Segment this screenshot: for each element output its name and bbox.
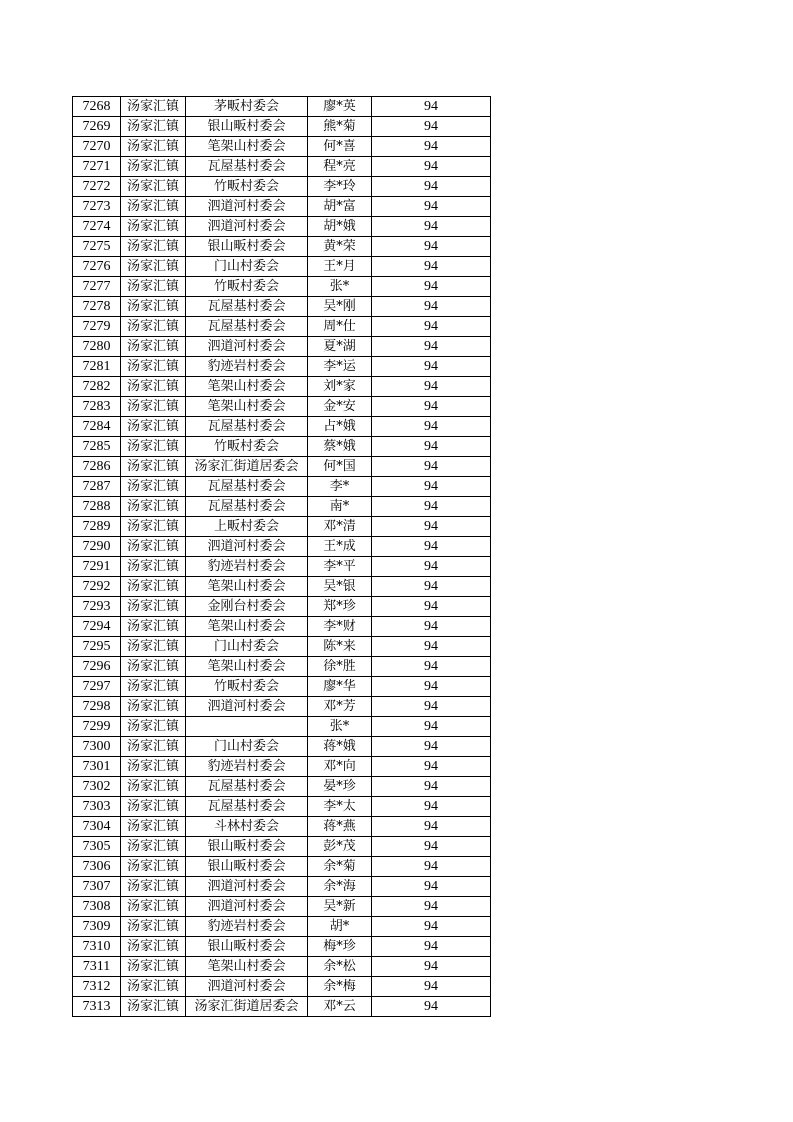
score-cell: 94 (372, 677, 491, 697)
row-number-cell: 7303 (73, 797, 121, 817)
row-number-cell: 7269 (73, 117, 121, 137)
person-name-cell: 蔡*娥 (308, 437, 372, 457)
row-number-cell: 7271 (73, 157, 121, 177)
person-name-cell: 王*成 (308, 537, 372, 557)
row-number-cell: 7309 (73, 917, 121, 937)
row-number-cell: 7277 (73, 277, 121, 297)
person-name-cell: 王*月 (308, 257, 372, 277)
table-row (73, 457, 491, 477)
town-cell: 汤家汇镇 (121, 857, 186, 877)
data-table (72, 96, 491, 1017)
row-number-cell: 7300 (73, 737, 121, 757)
table-row (73, 797, 491, 817)
score-cell: 94 (372, 977, 491, 997)
table-row (73, 337, 491, 357)
score-cell: 94 (372, 957, 491, 977)
town-cell: 汤家汇镇 (121, 277, 186, 297)
town-cell: 汤家汇镇 (121, 777, 186, 797)
town-cell: 汤家汇镇 (121, 877, 186, 897)
village-cell: 瓦屋基村委会 (186, 797, 308, 817)
village-cell: 泗道河村委会 (186, 897, 308, 917)
table-row (73, 877, 491, 897)
row-number-cell: 7281 (73, 357, 121, 377)
village-cell: 汤家汇街道居委会 (186, 457, 308, 477)
score-cell: 94 (372, 637, 491, 657)
person-name-cell: 熊*菊 (308, 117, 372, 137)
village-cell: 瓦屋基村委会 (186, 297, 308, 317)
village-cell: 银山畈村委会 (186, 857, 308, 877)
village-cell: 豹迹岩村委会 (186, 757, 308, 777)
village-cell: 瓦屋基村委会 (186, 777, 308, 797)
score-cell: 94 (372, 317, 491, 337)
village-cell: 竹畈村委会 (186, 677, 308, 697)
town-cell: 汤家汇镇 (121, 397, 186, 417)
village-cell (186, 717, 308, 737)
score-cell: 94 (372, 657, 491, 677)
town-cell: 汤家汇镇 (121, 577, 186, 597)
town-cell: 汤家汇镇 (121, 817, 186, 837)
row-number-cell: 7274 (73, 217, 121, 237)
person-name-cell: 余*菊 (308, 857, 372, 877)
table-row (73, 817, 491, 837)
table-row (73, 697, 491, 717)
row-number-cell: 7290 (73, 537, 121, 557)
table-row (73, 477, 491, 497)
table-row (73, 617, 491, 637)
village-cell: 豹迹岩村委会 (186, 557, 308, 577)
row-number-cell: 7280 (73, 337, 121, 357)
score-cell: 94 (372, 377, 491, 397)
row-number-cell: 7279 (73, 317, 121, 337)
score-cell: 94 (372, 617, 491, 637)
person-name-cell: 廖*华 (308, 677, 372, 697)
person-name-cell: 张* (308, 277, 372, 297)
row-number-cell: 7283 (73, 397, 121, 417)
table-row (73, 497, 491, 517)
row-number-cell: 7297 (73, 677, 121, 697)
town-cell: 汤家汇镇 (121, 957, 186, 977)
table-row (73, 757, 491, 777)
village-cell: 竹畈村委会 (186, 177, 308, 197)
table-body (73, 97, 491, 1017)
table-row (73, 117, 491, 137)
score-cell: 94 (372, 437, 491, 457)
village-cell: 笔架山村委会 (186, 957, 308, 977)
row-number-cell: 7276 (73, 257, 121, 277)
table-row (73, 557, 491, 577)
town-cell: 汤家汇镇 (121, 797, 186, 817)
town-cell: 汤家汇镇 (121, 437, 186, 457)
town-cell: 汤家汇镇 (121, 257, 186, 277)
town-cell: 汤家汇镇 (121, 737, 186, 757)
table-row (73, 217, 491, 237)
row-number-cell: 7275 (73, 237, 121, 257)
village-cell: 门山村委会 (186, 737, 308, 757)
person-name-cell: 占*娥 (308, 417, 372, 437)
row-number-cell: 7312 (73, 977, 121, 997)
score-cell: 94 (372, 177, 491, 197)
town-cell: 汤家汇镇 (121, 137, 186, 157)
score-cell: 94 (372, 817, 491, 837)
village-cell: 泗道河村委会 (186, 697, 308, 717)
person-name-cell: 廖*英 (308, 97, 372, 117)
person-name-cell: 梅*珍 (308, 937, 372, 957)
village-cell: 竹畈村委会 (186, 277, 308, 297)
person-name-cell: 胡* (308, 917, 372, 937)
table-row (73, 597, 491, 617)
person-name-cell: 张* (308, 717, 372, 737)
person-name-cell: 李* (308, 477, 372, 497)
score-cell: 94 (372, 697, 491, 717)
table-row (73, 97, 491, 117)
table-row (73, 357, 491, 377)
town-cell: 汤家汇镇 (121, 517, 186, 537)
table-row (73, 397, 491, 417)
score-cell: 94 (372, 757, 491, 777)
person-name-cell: 何*国 (308, 457, 372, 477)
row-number-cell: 7310 (73, 937, 121, 957)
table-row (73, 937, 491, 957)
person-name-cell: 余*海 (308, 877, 372, 897)
row-number-cell: 7308 (73, 897, 121, 917)
table-row (73, 417, 491, 437)
town-cell: 汤家汇镇 (121, 657, 186, 677)
town-cell: 汤家汇镇 (121, 97, 186, 117)
village-cell: 金刚台村委会 (186, 597, 308, 617)
table-row (73, 777, 491, 797)
score-cell: 94 (372, 117, 491, 137)
town-cell: 汤家汇镇 (121, 717, 186, 737)
score-cell: 94 (372, 337, 491, 357)
person-name-cell: 李*平 (308, 557, 372, 577)
table-row (73, 437, 491, 457)
person-name-cell: 邓*芳 (308, 697, 372, 717)
town-cell: 汤家汇镇 (121, 197, 186, 217)
table-row (73, 137, 491, 157)
row-number-cell: 7302 (73, 777, 121, 797)
town-cell: 汤家汇镇 (121, 297, 186, 317)
table-row (73, 997, 491, 1017)
row-number-cell: 7307 (73, 877, 121, 897)
village-cell: 笔架山村委会 (186, 657, 308, 677)
row-number-cell: 7295 (73, 637, 121, 657)
row-number-cell: 7296 (73, 657, 121, 677)
town-cell: 汤家汇镇 (121, 317, 186, 337)
table-row (73, 637, 491, 657)
row-number-cell: 7311 (73, 957, 121, 977)
village-cell: 泗道河村委会 (186, 537, 308, 557)
row-number-cell: 7291 (73, 557, 121, 577)
village-cell: 笔架山村委会 (186, 137, 308, 157)
village-cell: 豹迹岩村委会 (186, 917, 308, 937)
village-cell: 汤家汇街道居委会 (186, 997, 308, 1017)
village-cell: 门山村委会 (186, 637, 308, 657)
row-number-cell: 7286 (73, 457, 121, 477)
table-row (73, 297, 491, 317)
score-cell: 94 (372, 917, 491, 937)
town-cell: 汤家汇镇 (121, 977, 186, 997)
score-cell: 94 (372, 277, 491, 297)
person-name-cell: 余*梅 (308, 977, 372, 997)
row-number-cell: 7306 (73, 857, 121, 877)
person-name-cell: 何*喜 (308, 137, 372, 157)
town-cell: 汤家汇镇 (121, 837, 186, 857)
row-number-cell: 7285 (73, 437, 121, 457)
score-cell: 94 (372, 897, 491, 917)
score-cell: 94 (372, 417, 491, 437)
person-name-cell: 吴*银 (308, 577, 372, 597)
person-name-cell: 邓*云 (308, 997, 372, 1017)
town-cell: 汤家汇镇 (121, 377, 186, 397)
row-number-cell: 7298 (73, 697, 121, 717)
score-cell: 94 (372, 477, 491, 497)
score-cell: 94 (372, 137, 491, 157)
row-number-cell: 7278 (73, 297, 121, 317)
table-row (73, 677, 491, 697)
row-number-cell: 7270 (73, 137, 121, 157)
person-name-cell: 彭*茂 (308, 837, 372, 857)
person-name-cell: 李*运 (308, 357, 372, 377)
person-name-cell: 刘*家 (308, 377, 372, 397)
person-name-cell: 李*太 (308, 797, 372, 817)
row-number-cell: 7288 (73, 497, 121, 517)
table-row (73, 717, 491, 737)
town-cell: 汤家汇镇 (121, 597, 186, 617)
town-cell: 汤家汇镇 (121, 897, 186, 917)
score-cell: 94 (372, 577, 491, 597)
person-name-cell: 南* (308, 497, 372, 517)
table-row (73, 837, 491, 857)
table-row (73, 577, 491, 597)
person-name-cell: 李*玲 (308, 177, 372, 197)
person-name-cell: 陈*来 (308, 637, 372, 657)
village-cell: 笔架山村委会 (186, 577, 308, 597)
row-number-cell: 7284 (73, 417, 121, 437)
person-name-cell: 胡*富 (308, 197, 372, 217)
score-cell: 94 (372, 457, 491, 477)
row-number-cell: 7299 (73, 717, 121, 737)
score-cell: 94 (372, 297, 491, 317)
person-name-cell: 余*松 (308, 957, 372, 977)
row-number-cell: 7292 (73, 577, 121, 597)
town-cell: 汤家汇镇 (121, 997, 186, 1017)
town-cell: 汤家汇镇 (121, 497, 186, 517)
row-number-cell: 7282 (73, 377, 121, 397)
score-cell: 94 (372, 157, 491, 177)
town-cell: 汤家汇镇 (121, 157, 186, 177)
row-number-cell: 7313 (73, 997, 121, 1017)
town-cell: 汤家汇镇 (121, 237, 186, 257)
table-row (73, 957, 491, 977)
person-name-cell: 蒋*燕 (308, 817, 372, 837)
person-name-cell: 李*财 (308, 617, 372, 637)
score-cell: 94 (372, 517, 491, 537)
row-number-cell: 7301 (73, 757, 121, 777)
village-cell: 泗道河村委会 (186, 217, 308, 237)
village-cell: 泗道河村委会 (186, 337, 308, 357)
table-row (73, 257, 491, 277)
town-cell: 汤家汇镇 (121, 217, 186, 237)
town-cell: 汤家汇镇 (121, 177, 186, 197)
score-cell: 94 (372, 97, 491, 117)
town-cell: 汤家汇镇 (121, 697, 186, 717)
person-name-cell: 郑*珍 (308, 597, 372, 617)
score-cell: 94 (372, 737, 491, 757)
row-number-cell: 7294 (73, 617, 121, 637)
village-cell: 笔架山村委会 (186, 617, 308, 637)
table-row (73, 517, 491, 537)
score-cell: 94 (372, 537, 491, 557)
score-cell: 94 (372, 797, 491, 817)
village-cell: 瓦屋基村委会 (186, 497, 308, 517)
score-cell: 94 (372, 777, 491, 797)
village-cell: 笔架山村委会 (186, 377, 308, 397)
table-row (73, 917, 491, 937)
town-cell: 汤家汇镇 (121, 537, 186, 557)
score-cell: 94 (372, 557, 491, 577)
table-row (73, 317, 491, 337)
score-cell: 94 (372, 497, 491, 517)
village-cell: 竹畈村委会 (186, 437, 308, 457)
score-cell: 94 (372, 257, 491, 277)
score-cell: 94 (372, 197, 491, 217)
person-name-cell: 吴*新 (308, 897, 372, 917)
town-cell: 汤家汇镇 (121, 337, 186, 357)
score-cell: 94 (372, 237, 491, 257)
score-cell: 94 (372, 217, 491, 237)
row-number-cell: 7272 (73, 177, 121, 197)
person-name-cell: 程*亮 (308, 157, 372, 177)
village-cell: 银山畈村委会 (186, 117, 308, 137)
table-row (73, 237, 491, 257)
score-cell: 94 (372, 937, 491, 957)
score-cell: 94 (372, 397, 491, 417)
score-cell: 94 (372, 717, 491, 737)
score-cell: 94 (372, 597, 491, 617)
town-cell: 汤家汇镇 (121, 417, 186, 437)
village-cell: 门山村委会 (186, 257, 308, 277)
village-cell: 银山畈村委会 (186, 937, 308, 957)
town-cell: 汤家汇镇 (121, 757, 186, 777)
row-number-cell: 7305 (73, 837, 121, 857)
town-cell: 汤家汇镇 (121, 637, 186, 657)
person-name-cell: 吴*刚 (308, 297, 372, 317)
town-cell: 汤家汇镇 (121, 937, 186, 957)
table-row (73, 177, 491, 197)
row-number-cell: 7268 (73, 97, 121, 117)
table-row (73, 197, 491, 217)
row-number-cell: 7287 (73, 477, 121, 497)
score-cell: 94 (372, 877, 491, 897)
person-name-cell: 徐*胜 (308, 657, 372, 677)
village-cell: 瓦屋基村委会 (186, 477, 308, 497)
town-cell: 汤家汇镇 (121, 677, 186, 697)
table-row (73, 737, 491, 757)
village-cell: 上畈村委会 (186, 517, 308, 537)
village-cell: 茅畈村委会 (186, 97, 308, 117)
person-name-cell: 周*仕 (308, 317, 372, 337)
table-row (73, 977, 491, 997)
village-cell: 银山畈村委会 (186, 837, 308, 857)
table-row (73, 277, 491, 297)
village-cell: 泗道河村委会 (186, 877, 308, 897)
person-name-cell: 晏*珍 (308, 777, 372, 797)
person-name-cell: 黄*荣 (308, 237, 372, 257)
village-cell: 银山畈村委会 (186, 237, 308, 257)
table-row (73, 657, 491, 677)
score-cell: 94 (372, 837, 491, 857)
score-cell: 94 (372, 857, 491, 877)
village-cell: 瓦屋基村委会 (186, 417, 308, 437)
score-cell: 94 (372, 997, 491, 1017)
row-number-cell: 7304 (73, 817, 121, 837)
score-cell: 94 (372, 357, 491, 377)
town-cell: 汤家汇镇 (121, 457, 186, 477)
town-cell: 汤家汇镇 (121, 117, 186, 137)
town-cell: 汤家汇镇 (121, 917, 186, 937)
table-row (73, 157, 491, 177)
person-name-cell: 胡*娥 (308, 217, 372, 237)
village-cell: 笔架山村委会 (186, 397, 308, 417)
person-name-cell: 蒋*娥 (308, 737, 372, 757)
person-name-cell: 邓*清 (308, 517, 372, 537)
row-number-cell: 7273 (73, 197, 121, 217)
town-cell: 汤家汇镇 (121, 617, 186, 637)
person-name-cell: 金*安 (308, 397, 372, 417)
table-row (73, 537, 491, 557)
row-number-cell: 7289 (73, 517, 121, 537)
village-cell: 瓦屋基村委会 (186, 157, 308, 177)
town-cell: 汤家汇镇 (121, 477, 186, 497)
town-cell: 汤家汇镇 (121, 357, 186, 377)
person-name-cell: 邓*向 (308, 757, 372, 777)
table-row (73, 377, 491, 397)
village-cell: 斗林村委会 (186, 817, 308, 837)
town-cell: 汤家汇镇 (121, 557, 186, 577)
village-cell: 泗道河村委会 (186, 197, 308, 217)
table-row (73, 857, 491, 877)
person-name-cell: 夏*湖 (308, 337, 372, 357)
village-cell: 瓦屋基村委会 (186, 317, 308, 337)
table-row (73, 897, 491, 917)
village-cell: 豹迹岩村委会 (186, 357, 308, 377)
row-number-cell: 7293 (73, 597, 121, 617)
village-cell: 泗道河村委会 (186, 977, 308, 997)
